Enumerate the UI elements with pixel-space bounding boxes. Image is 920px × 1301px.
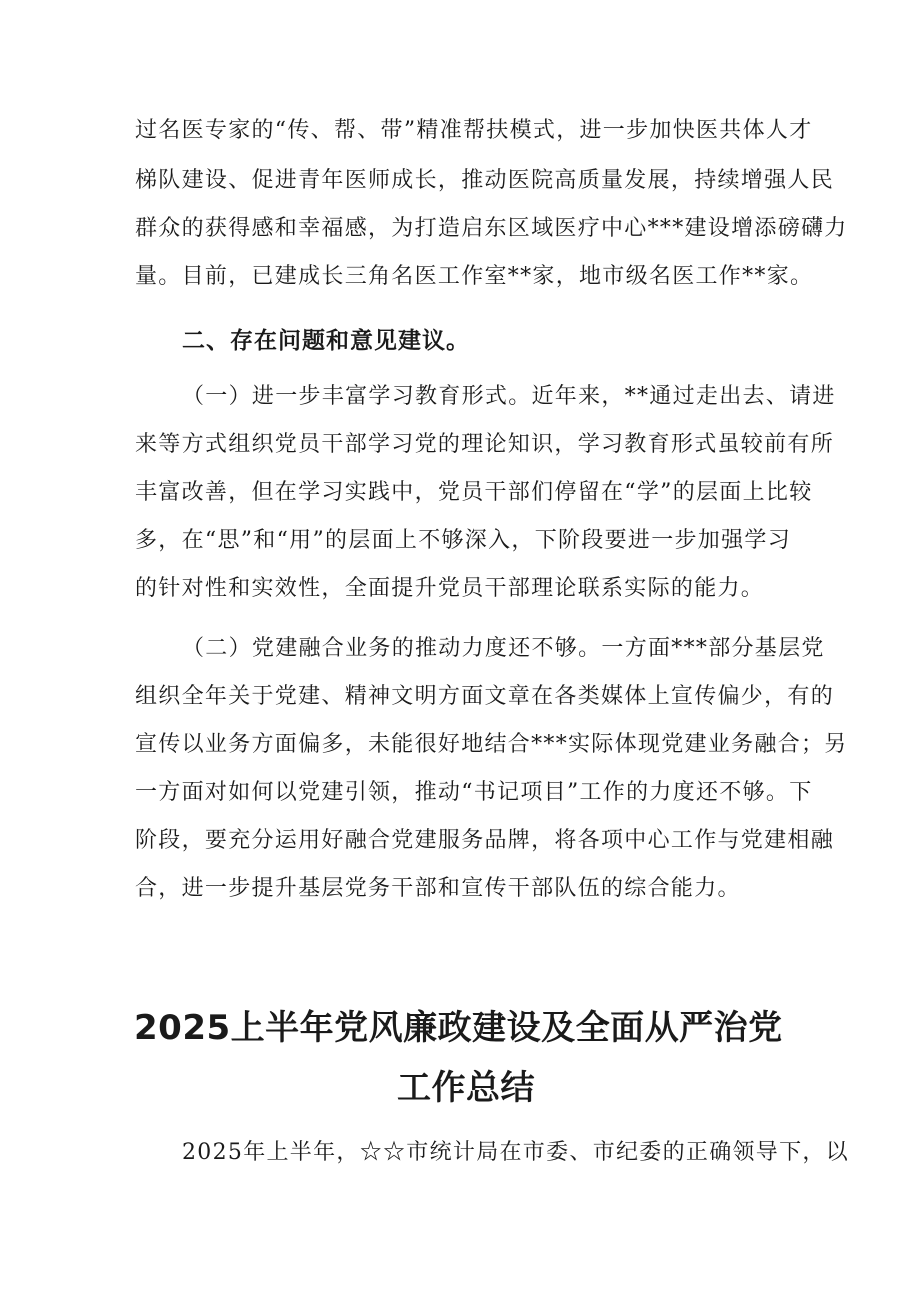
paragraph-line: 过名医专家的“传、帮、带”精准帮扶模式，进一步加快医共体人才 xyxy=(135,118,813,143)
paragraph-line: 多，在“思”和“用”的层面上不够深入，下阶段要进一步加强学习 xyxy=(135,528,791,553)
paragraph-line: 来等方式组织党员干部学习党的理论知识，学习教育形式虽较前有所 xyxy=(135,432,835,457)
paragraph-line: 阶段，要充分运用好融合党建服务品牌，将各项中心工作与党建相融 xyxy=(135,828,835,853)
paragraph-line: 丰富改善，但在学习实践中，党员干部们停留在“学”的层面上比较 xyxy=(135,480,813,505)
paragraph-line: 一方面对如何以党建引领，推动“书记项目”工作的力度还不够。下 xyxy=(135,780,813,805)
paragraph-line: 2025年上半年，☆☆市统计局在市委、市纪委的正确领导下，以 xyxy=(182,1140,849,1165)
paragraph-line: 组织全年关于党建、精神文明方面文章在各类媒体上宣传偏少，有的 xyxy=(135,684,835,709)
paragraph-line: 量。目前，已建成长三角名医工作室**家，地市级名医工作**家。 xyxy=(135,264,814,289)
paragraph-line: 宣传以业务方面偏多，未能很好地结合***实际体现党建业务融合；另 xyxy=(135,732,848,757)
document-title-continued: 工作总结 xyxy=(397,1068,535,1108)
section-heading: 二、存在问题和意见建议。 xyxy=(182,328,470,354)
paragraph-line: （一）进一步丰富学习教育形式。近年来，**通过走出去、请进 xyxy=(182,384,836,409)
paragraph-line: 群众的获得感和幸福感，为打造启东区域医疗中心***建设增添磅礴力 xyxy=(135,216,848,241)
paragraph-line: 合，进一步提升基层党务干部和宣传干部队伍的综合能力。 xyxy=(135,876,741,901)
document-title: 2025上半年党风廉政建设及全面从严治党 xyxy=(134,1008,783,1048)
paragraph-line: 的针对性和实效性，全面提升党员干部理论联系实际的能力。 xyxy=(135,576,765,601)
paragraph-line: （二）党建融合业务的推动力度还不够。一方面***部分基层党 xyxy=(182,636,825,661)
paragraph-line: 梯队建设、促进青年医师成长，推动医院高质量发展，持续增强人民 xyxy=(135,168,835,193)
